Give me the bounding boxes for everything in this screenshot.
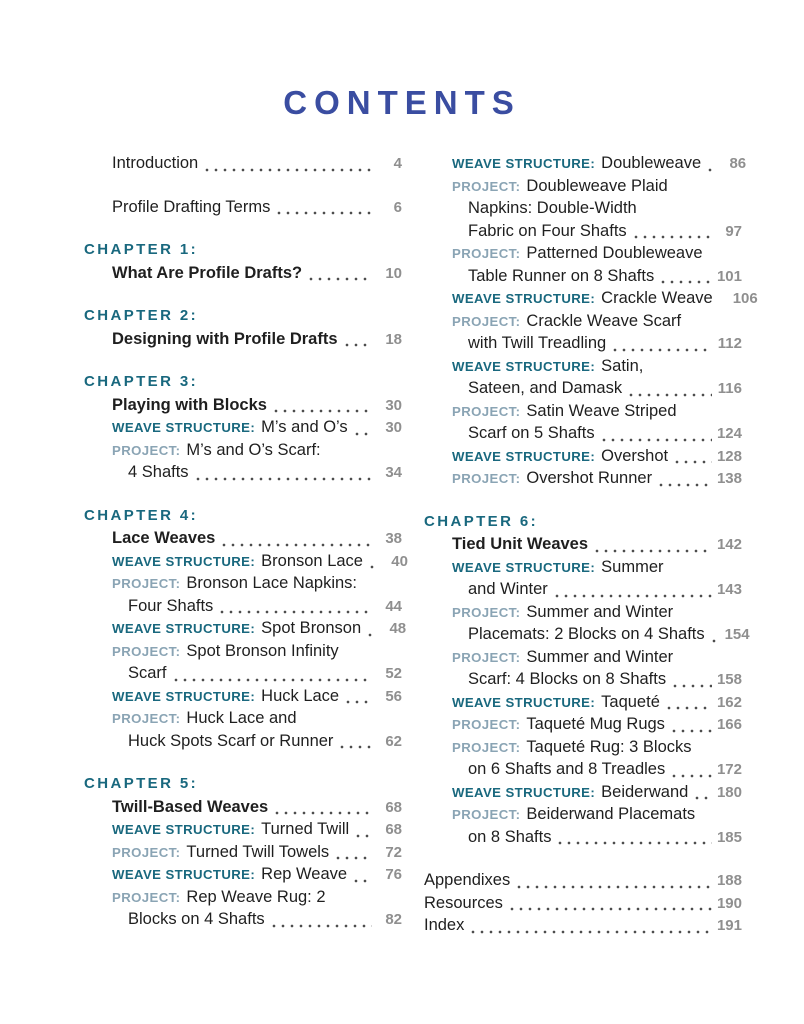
page-number: 68 — [385, 798, 402, 816]
page-number: 44 — [385, 597, 402, 615]
page-number: 106 — [732, 290, 758, 307]
toc-entry — [424, 422, 742, 445]
toc-entry — [84, 908, 402, 931]
entry-text: Beiderwand Placemats — [526, 805, 696, 823]
dot-leader — [602, 438, 712, 442]
dot-leader — [309, 277, 372, 281]
dot-leader — [712, 639, 720, 643]
entry-label: PROJECT: — [452, 717, 521, 732]
toc-entry — [424, 578, 742, 601]
toc-entry — [424, 400, 742, 423]
toc-entry — [84, 416, 402, 439]
entry-text: Overshot — [601, 446, 669, 465]
dot-leader — [356, 834, 372, 838]
page-number: 142 — [716, 536, 742, 553]
entry-text: on 8 Shafts — [468, 827, 552, 846]
entry-text: Doubleweave — [601, 154, 702, 172]
toc-entry — [424, 736, 742, 759]
entry-text: Spot Bronson — [261, 619, 362, 637]
group-spacer — [84, 350, 402, 371]
toc-entry — [84, 572, 402, 595]
toc-entry — [84, 685, 402, 708]
entry-label: PROJECT: — [452, 471, 521, 486]
toc-entry — [424, 601, 742, 624]
toc-entry — [424, 533, 742, 556]
entry-text: Summer and Winter — [526, 647, 674, 666]
page-number: 112 — [717, 335, 742, 352]
entry-text: Beiderwand — [601, 782, 689, 801]
entry-text: Huck Lace and — [186, 709, 297, 727]
entry-text: Index — [424, 916, 465, 934]
toc-entry — [84, 394, 402, 417]
entry-text: Spot Bronson Infinity — [186, 641, 339, 660]
dot-leader — [613, 348, 712, 352]
toc-entry — [424, 197, 742, 220]
entry-label: PROJECT: — [112, 711, 181, 726]
entry-text: Taqueté — [601, 692, 660, 711]
entry-text: Rep Weave — [261, 865, 348, 883]
entry-label: WEAVE STRUCTURE: — [452, 448, 596, 464]
entry-text: on 6 Shafts and 8 Treadles — [468, 760, 666, 778]
group-spacer — [84, 484, 402, 505]
dot-leader — [661, 280, 712, 284]
entry-text: Four Shafts — [128, 596, 214, 615]
dot-leader — [471, 930, 712, 934]
entry-label: WEAVE STRUCTURE: — [112, 822, 256, 837]
entry-text: Sateen, and Damask — [468, 379, 623, 397]
chapter-heading — [84, 305, 402, 328]
entry-text: Scarf on 5 Shafts — [468, 424, 595, 442]
dot-leader — [354, 879, 372, 883]
toc-entry — [424, 242, 742, 265]
page-number: 40 — [391, 552, 408, 570]
entry-label: PROJECT: — [112, 643, 181, 659]
group-spacer — [424, 848, 742, 869]
page-number: 52 — [385, 665, 402, 682]
entry-text: CHAPTER 6: — [424, 512, 539, 530]
dot-leader — [220, 610, 372, 614]
toc-entry — [84, 196, 402, 219]
entry-text: Lace Weaves — [112, 529, 216, 547]
dot-leader — [672, 774, 712, 778]
entry-label: PROJECT: — [452, 604, 521, 620]
toc-entry — [84, 707, 402, 730]
toc-entry — [424, 826, 742, 849]
dot-leader — [667, 706, 712, 710]
entry-text: What Are Profile Drafts? — [112, 263, 303, 282]
page-number: 6 — [393, 198, 402, 216]
toc-entry — [84, 595, 402, 618]
entry-label: WEAVE STRUCTURE: — [452, 291, 596, 306]
entry-label: WEAVE STRUCTURE: — [452, 156, 596, 171]
entry-text: Summer and Winter — [526, 602, 674, 621]
entry-text: Blocks on 4 Shafts — [128, 910, 265, 928]
entry-text: with Twill Treadling — [468, 334, 607, 352]
toc-entry — [424, 265, 742, 288]
dot-leader — [196, 477, 372, 481]
page-number: 82 — [385, 911, 402, 928]
dot-leader — [345, 343, 372, 347]
page-number: 191 — [716, 917, 742, 934]
entry-label: PROJECT: — [112, 889, 181, 905]
entry-text: Rep Weave Rug: 2 — [186, 887, 326, 906]
entry-text: Summer — [601, 557, 664, 576]
entry-text: Crackle Weave — [601, 289, 713, 307]
page-number: 128 — [716, 447, 742, 465]
page-number: 72 — [385, 843, 402, 861]
toc-entry — [424, 220, 742, 243]
entry-label: PROJECT: — [452, 403, 521, 419]
page-number: 38 — [385, 530, 402, 547]
dot-leader — [174, 678, 372, 682]
page-number: 116 — [717, 380, 742, 397]
chapter-heading — [84, 773, 402, 796]
dot-leader — [629, 393, 712, 397]
page-number: 101 — [716, 267, 742, 285]
dot-leader — [275, 811, 372, 815]
entry-text: Table Runner on 8 Shafts — [468, 266, 655, 285]
entry-label: WEAVE STRUCTURE: — [452, 358, 596, 374]
dot-leader — [346, 700, 372, 704]
entry-label: PROJECT: — [452, 246, 521, 261]
entry-text: CHAPTER 5: — [84, 775, 199, 792]
page-number: 62 — [385, 732, 402, 750]
toc-entry — [424, 914, 742, 937]
toc-entry — [424, 467, 742, 490]
entry-label: WEAVE STRUCTURE: — [112, 553, 256, 569]
entry-label: WEAVE STRUCTURE: — [112, 621, 256, 636]
entry-text: Doubleweave Plaid — [526, 176, 668, 195]
group-spacer — [84, 752, 402, 773]
entry-label: PROJECT: — [112, 576, 181, 591]
toc-entry — [84, 640, 402, 663]
dot-leader — [675, 460, 712, 464]
toc-entry — [424, 713, 742, 736]
chapter-heading — [84, 505, 402, 528]
dot-leader — [659, 483, 712, 487]
toc-entry — [84, 796, 402, 819]
dot-leader — [673, 684, 712, 688]
dot-leader — [708, 168, 716, 172]
entry-text: Placemats: 2 Blocks on 4 Shafts — [468, 625, 705, 643]
entry-label: PROJECT: — [452, 313, 521, 329]
entry-text: Taqueté Rug: 3 Blocks — [526, 737, 692, 756]
dot-leader — [205, 168, 372, 172]
dot-leader — [368, 633, 376, 637]
page-number: 158 — [716, 671, 742, 688]
entry-text: Introduction — [112, 154, 199, 172]
entry-label: WEAVE STRUCTURE: — [452, 559, 596, 575]
entry-label: PROJECT: — [452, 178, 521, 194]
chapter-heading — [84, 371, 402, 394]
entry-text: CHAPTER 3: — [84, 373, 199, 390]
dot-leader — [336, 856, 372, 860]
toc-entry — [84, 152, 402, 175]
page-number: 68 — [385, 821, 402, 838]
entry-text: Crackle Weave Scarf — [526, 311, 682, 330]
toc-entry — [84, 886, 402, 909]
toc-entry — [84, 818, 402, 841]
toc-entry — [424, 310, 742, 333]
toc-entry — [424, 758, 742, 781]
toc-entry — [424, 668, 742, 691]
toc-entry — [84, 262, 402, 285]
entry-text: Huck Spots Scarf or Runner — [128, 731, 334, 750]
entry-label: WEAVE STRUCTURE: — [112, 420, 256, 435]
dot-leader — [370, 565, 378, 569]
dot-leader — [695, 796, 712, 800]
toc-entry — [424, 556, 742, 579]
entry-text: Huck Lace — [261, 686, 340, 705]
entry-label: PROJECT: — [112, 844, 181, 860]
entry-text: Twill-Based Weaves — [112, 797, 269, 816]
dot-leader — [355, 432, 372, 436]
entry-text: Overshot Runner — [526, 469, 653, 487]
toc-entry — [84, 328, 402, 351]
entry-label: PROJECT: — [452, 807, 521, 822]
entry-text: Tied Unit Weaves — [452, 535, 589, 553]
entry-text: M’s and O’s — [261, 418, 348, 436]
dot-leader — [595, 549, 712, 553]
entry-text: CHAPTER 2: — [84, 307, 199, 324]
toc-entry — [424, 781, 742, 804]
dot-leader — [272, 924, 372, 928]
chapter-heading — [84, 239, 402, 262]
toc-entry — [424, 691, 742, 714]
page-number: 76 — [385, 866, 402, 883]
toc-entry — [84, 550, 408, 573]
page-number: 48 — [389, 620, 407, 637]
page-number: 172 — [716, 761, 742, 778]
group-spacer — [84, 284, 402, 305]
toc-entry — [424, 175, 742, 198]
page-number: 162 — [716, 693, 742, 711]
dot-leader — [510, 907, 712, 911]
page-number: 143 — [716, 581, 742, 598]
toc-entry — [424, 445, 742, 468]
entry-text: Turned Twill — [261, 820, 350, 838]
page-number: 10 — [385, 264, 402, 282]
group-spacer — [84, 175, 402, 196]
chapter-heading — [424, 511, 742, 534]
toc-entry — [424, 803, 742, 826]
toc-entry — [84, 662, 402, 685]
page-number: 97 — [725, 222, 742, 240]
toc-entry — [424, 623, 750, 646]
dot-leader — [672, 729, 712, 733]
toc-entry — [424, 152, 747, 175]
toc-entry — [84, 461, 402, 484]
entry-text: CHAPTER 1: — [84, 241, 199, 258]
dot-leader — [274, 409, 372, 413]
toc-entry — [84, 439, 402, 462]
group-spacer — [84, 218, 402, 239]
dot-leader — [634, 235, 712, 239]
entry-text: Satin, — [601, 356, 644, 375]
toc-entry — [424, 377, 742, 400]
entry-label: WEAVE STRUCTURE: — [112, 688, 256, 704]
toc-entry — [424, 646, 742, 669]
page-number: 190 — [716, 894, 742, 912]
dot-leader — [558, 841, 712, 845]
entry-text: Designing with Profile Drafts — [112, 329, 338, 348]
entry-text: CHAPTER 4: — [84, 506, 199, 524]
toc-entry — [84, 863, 402, 886]
entry-label: WEAVE STRUCTURE: — [112, 867, 256, 882]
entry-text: 4 Shafts — [128, 463, 189, 481]
page-number: 138 — [716, 470, 742, 487]
page-number: 124 — [716, 425, 742, 442]
entry-text: Turned Twill Towels — [186, 842, 330, 861]
entry-text: M’s and O’s Scarf: — [186, 440, 321, 459]
entry-text: Fabric on Four Shafts — [468, 221, 627, 240]
entry-text: Scarf: 4 Blocks on 8 Shafts — [468, 670, 667, 688]
entry-text: Appendixes — [424, 871, 511, 889]
entry-text: Profile Drafting Terms — [112, 197, 271, 216]
toc-entry — [424, 355, 742, 378]
page-number: 56 — [385, 687, 402, 705]
page-number: 18 — [385, 330, 402, 348]
entry-text: Playing with Blocks — [112, 395, 267, 414]
entry-text: Satin Weave Striped — [526, 401, 677, 420]
entry-label: PROJECT: — [112, 442, 181, 458]
entry-text: Bronson Lace — [261, 551, 363, 570]
entry-label: PROJECT: — [452, 739, 521, 755]
page-number: 30 — [385, 419, 402, 436]
entry-text: Bronson Lace Napkins: — [186, 574, 358, 592]
entry-text: Scarf — [128, 664, 167, 682]
page-number: 4 — [393, 155, 402, 172]
toc-entry — [84, 730, 402, 753]
entry-text: Patterned Doubleweave — [526, 244, 703, 262]
toc-entry — [84, 527, 402, 550]
page-number: 166 — [716, 716, 742, 733]
dot-leader — [517, 885, 712, 889]
entry-text: Resources — [424, 893, 503, 912]
dot-leader — [720, 303, 728, 307]
page-number: 34 — [385, 464, 402, 481]
page-number: 154 — [724, 626, 750, 643]
entry-label: WEAVE STRUCTURE: — [452, 784, 596, 800]
toc-entry — [84, 841, 402, 864]
page-number: 185 — [716, 828, 742, 846]
toc-column-left — [84, 152, 408, 937]
dot-leader — [340, 745, 372, 749]
toc-entry — [424, 869, 742, 892]
entry-text: Napkins: Double-Width — [468, 199, 637, 217]
page-number: 86 — [729, 155, 747, 172]
toc-columns — [0, 152, 804, 937]
entry-text: Taqueté Mug Rugs — [526, 715, 665, 733]
toc-entry — [84, 617, 407, 640]
group-spacer — [424, 490, 742, 511]
page-title: CONTENTS — [283, 84, 521, 121]
dot-leader — [277, 211, 372, 215]
dot-leader — [555, 594, 712, 598]
entry-text: and Winter — [468, 580, 548, 598]
entry-label: PROJECT: — [452, 649, 521, 665]
toc-entry — [424, 332, 742, 355]
entry-label: WEAVE STRUCTURE: — [452, 694, 596, 710]
toc-entry — [424, 892, 742, 915]
dot-leader — [222, 543, 372, 547]
toc-entry — [424, 287, 758, 310]
page-number: 188 — [716, 872, 742, 889]
page-number: 180 — [716, 783, 742, 801]
page-number: 30 — [385, 396, 402, 414]
toc-column-right — [424, 152, 758, 937]
